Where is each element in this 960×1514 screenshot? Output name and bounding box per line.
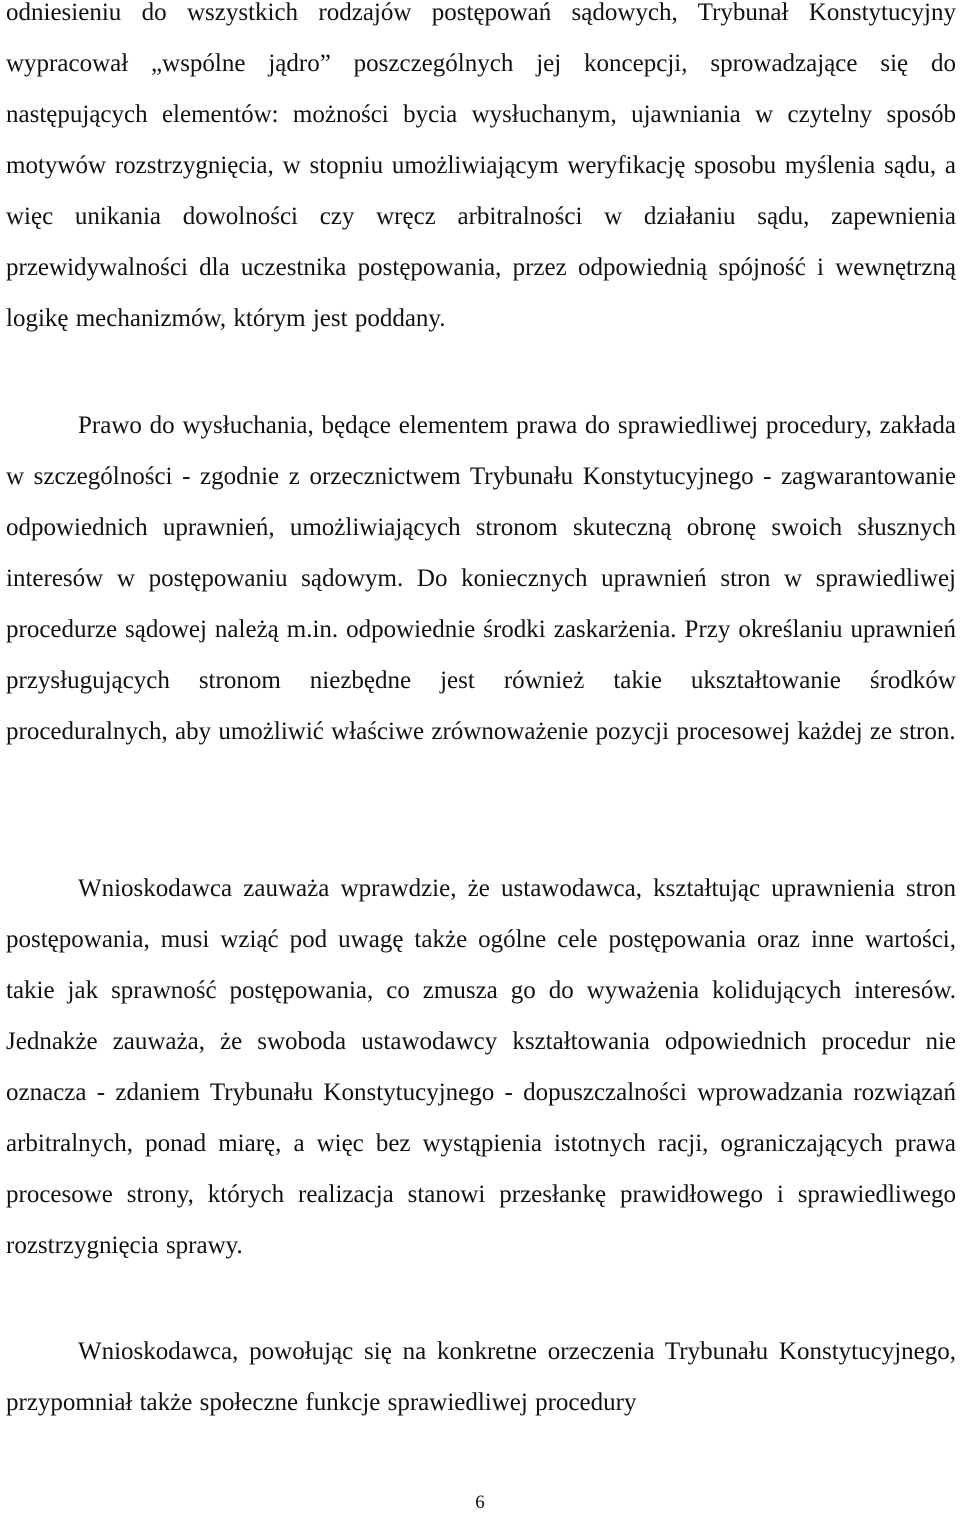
paragraph-3: Wnioskodawca zauważa wprawdzie, że ustawodawca, kształtując uprawnienia stron postępowania, musi wziąć pod uwagę także ogólne cele postępowania oraz inne wartości, takie jak sprawność postępowania, co zmusza go do wyważenia kolidujących interesów. Jednakże zauważa, że swoboda ustawodawcy kształtowania odpowiednich procedur nie oznacza - zdaniem Trybunału Konstytucyjnego - dopuszczalności wprowadzania rozwiązań arbitralnych, ponad miarę, a więc bez wystąpienia istotnych racji, ograniczających prawa procesowe strony, których realizacja stanowi przesłankę prawidłowego i sprawiedliwego rozstrzygnięcia sprawy. [6,875,956,1259]
paragraph-1: odniesieniu do wszystkich rodzajów postępowań sądowych, Trybunał Konstytucyjny wypracował „wspólne jądro” poszczególnych jej koncepcji, sprowadzające się do następujących elementów: możności bycia wysłuchanym, ujawniania w czytelny sposób motywów rozstrzygnięcia, w stopniu umożliwiającym weryfikację sposobu myślenia sądu, a więc unikania dowolności czy wręcz arbitralności w działaniu sądu, zapewnienia przewidywalności dla uczestnika postępowania, przez odpowiednią spójność i wewnętrzną logikę mechanizmów, którym jest poddany. [6,0,956,332]
page-number: 6 [475,1492,485,1513]
paragraph-4: Wnioskodawca, powołując się na konkretne orzeczenia Trybunału Konstytucyjnego, przypomniał także społeczne funkcje sprawiedliwej procedury [6,1338,956,1416]
paragraph-2: Prawo do wysłuchania, będące elementem prawa do sprawiedliwej procedury, zakłada w szczególności - zgodnie z orzecznictwem Trybunału Konstytucyjnego - zagwarantowanie odpowiednich uprawnień, umożliwiających stronom skuteczną obronę swoich słusznych interesów w postępowaniu sądowym. Do koniecznych uprawnień stron w sprawiedliwej procedurze sądowej należą m.in. odpowiednie środki zaskarżenia. Przy określaniu uprawnień przysługujących stronom niezbędne jest również takie ukształtowanie środków proceduralnych, aby umożliwić właściwe zrównoważenie pozycji procesowej każdej ze stron. [6,412,956,745]
